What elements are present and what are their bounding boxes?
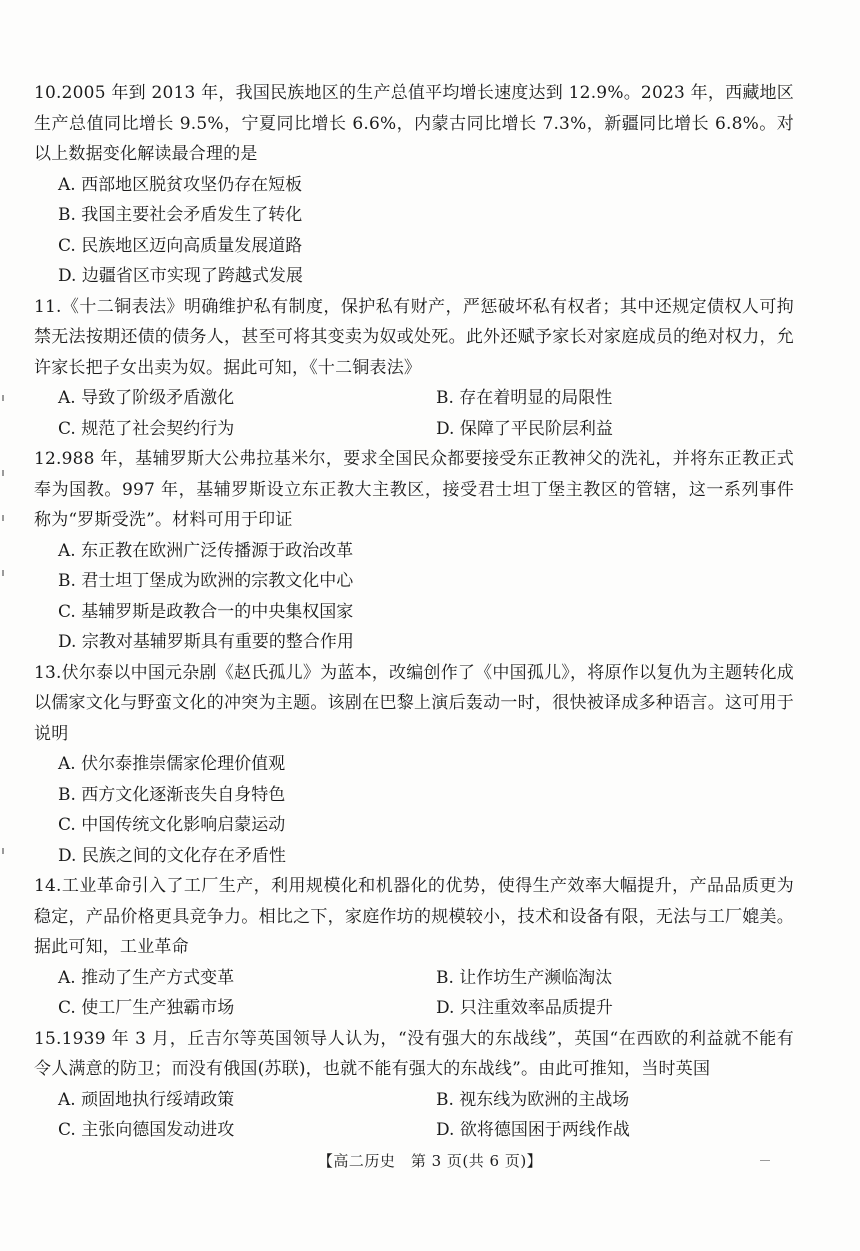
question-10 (34, 78, 794, 292)
scan-mark (2, 848, 4, 854)
scan-mark (2, 570, 4, 576)
option-list (34, 536, 794, 658)
question-text: 2005 年到 2013 年，我国民族地区的生产总值平均增长速度达到 12.9%。2023 年，西藏地区生产总值同比增长 9.5%，宁夏同比增长 6.6%，内蒙古同比增长 7.3%，新疆同比增长 6.8%。对以上数据变化解读最合理的是 (34, 83, 794, 164)
question-number: 15. (34, 1028, 62, 1049)
option-a[interactable]: A. 导致了阶级矛盾激化 (58, 388, 235, 408)
question-number: 14. (34, 876, 62, 896)
option-c[interactable]: C. 主张向德国发动进攻 (58, 1120, 235, 1140)
option-d[interactable]: D. 保障了平民阶层利益 (436, 418, 613, 439)
question-text: 工业革命引入了工厂生产，利用规模化和机器化的优势，使得生产效率大幅提升，产品品质更为稳定，产品价格更具竞争力。相比之下，家庭作坊的规模较小，技术和设备有限，无法与工厂媲美。据此可知，工业革命 (34, 876, 794, 957)
option-b[interactable]: B. 我国主要社会矛盾发生了转化 (58, 205, 303, 225)
option-c[interactable]: C. 规范了社会契约行为 (58, 418, 235, 439)
option-list (34, 383, 794, 444)
option-d[interactable]: D. 民族之间的文化存在矛盾性 (58, 845, 286, 866)
option-b[interactable]: B. 存在着明显的局限性 (436, 388, 613, 408)
option-list (34, 170, 794, 292)
page-footer: 【高二历史 第 3 页(共 6 页)】 (317, 1152, 543, 1170)
option-b[interactable]: B. 西方文化逐渐丧失自身特色 (58, 784, 286, 805)
question-15 (34, 1024, 794, 1146)
option-a[interactable]: A. 东正教在欧洲广泛传播源于政治改革 (58, 540, 354, 561)
question-number: 10. (34, 83, 62, 103)
scan-mark (2, 470, 4, 476)
question-list (34, 78, 794, 1146)
option-a[interactable]: A. 伏尔泰推崇儒家伦理价值观 (58, 754, 286, 774)
option-list (34, 749, 794, 871)
question-number: 11. (34, 296, 62, 317)
option-b[interactable]: B. 视东线为欧洲的主战场 (436, 1089, 630, 1110)
option-list (34, 963, 794, 1024)
question-text: 伏尔泰以中国元杂剧《赵氏孤儿》为蓝本，改编创作了《中国孤儿》，将原作以复仇为主题转化成以儒家文化与野蛮文化的冲突为主题。该剧在巴黎上演后轰动一时，很快被译成多种语言。这可用于说明 (34, 662, 794, 744)
option-c[interactable]: C. 中国传统文化影响启蒙运动 (58, 815, 286, 835)
option-c[interactable]: C. 民族地区迈向高质量发展道路 (58, 235, 303, 256)
question-12 (34, 444, 794, 658)
option-d[interactable]: D. 边疆省区市实现了跨越式发展 (58, 266, 303, 286)
option-c[interactable]: C. 基辅罗斯是政教合一的中央集权国家 (58, 601, 354, 622)
question-text: 988 年，基辅罗斯大公弗拉基米尔，要求全国民众都要接受东正教神父的洗礼，并将东正教正式奉为国教。997 年，基辅罗斯设立东正教大主教区，接受君士坦丁堡主教区的管辖，这一系列事件称为“罗斯受洗”。材料可用于印证 (34, 449, 794, 530)
question-number: 13. (34, 662, 62, 683)
question-stem (34, 1024, 794, 1085)
option-a[interactable]: A. 西部地区脱贫攻坚仍存在短板 (58, 174, 303, 195)
question-stem (34, 658, 794, 750)
question-11 (34, 292, 794, 445)
option-d[interactable]: D. 宗教对基辅罗斯具有重要的整合作用 (58, 632, 354, 652)
question-stem (34, 444, 794, 536)
question-stem (34, 78, 794, 170)
question-text: 1939 年 3 月，丘吉尔等英国领导人认为，“没有强大的东战线”，英国“在西欧的利益就不能有令人满意的防卫；而没有俄国(苏联)，也就不能有强大的东战线”。由此可推知，当时英国 (34, 1028, 794, 1079)
question-stem (34, 292, 794, 384)
option-c[interactable]: C. 使工厂生产独霸市场 (58, 998, 235, 1018)
option-b[interactable]: B. 君士坦丁堡成为欧洲的宗教文化中心 (58, 571, 354, 591)
question-13 (34, 658, 794, 872)
option-a[interactable]: A. 推动了生产方式变革 (58, 967, 235, 988)
scan-mark (2, 515, 4, 521)
question-text: 《十二铜表法》明确维护私有制度，保护私有财产，严惩破坏私有权者；其中还规定债权人可拘禁无法按期还债的债务人，甚至可将其变卖为奴或处死。此外还赋予家长对家庭成员的绝对权力，允许家长把子女出卖为奴。据此可知，《十二铜表法》 (34, 296, 794, 378)
question-number: 12. (34, 449, 62, 469)
question-14 (34, 871, 794, 1024)
option-d[interactable]: D. 欲将德国困于两线作战 (436, 1120, 630, 1140)
option-b[interactable]: B. 让作坊生产濒临淘汰 (436, 967, 613, 988)
option-a[interactable]: A. 顽固地执行绥靖政策 (58, 1089, 235, 1110)
scan-mark (2, 395, 4, 401)
option-d[interactable]: D. 只注重效率品质提升 (436, 998, 613, 1018)
question-stem (34, 871, 794, 963)
option-list (34, 1085, 794, 1146)
scan-mark (760, 1160, 770, 1161)
